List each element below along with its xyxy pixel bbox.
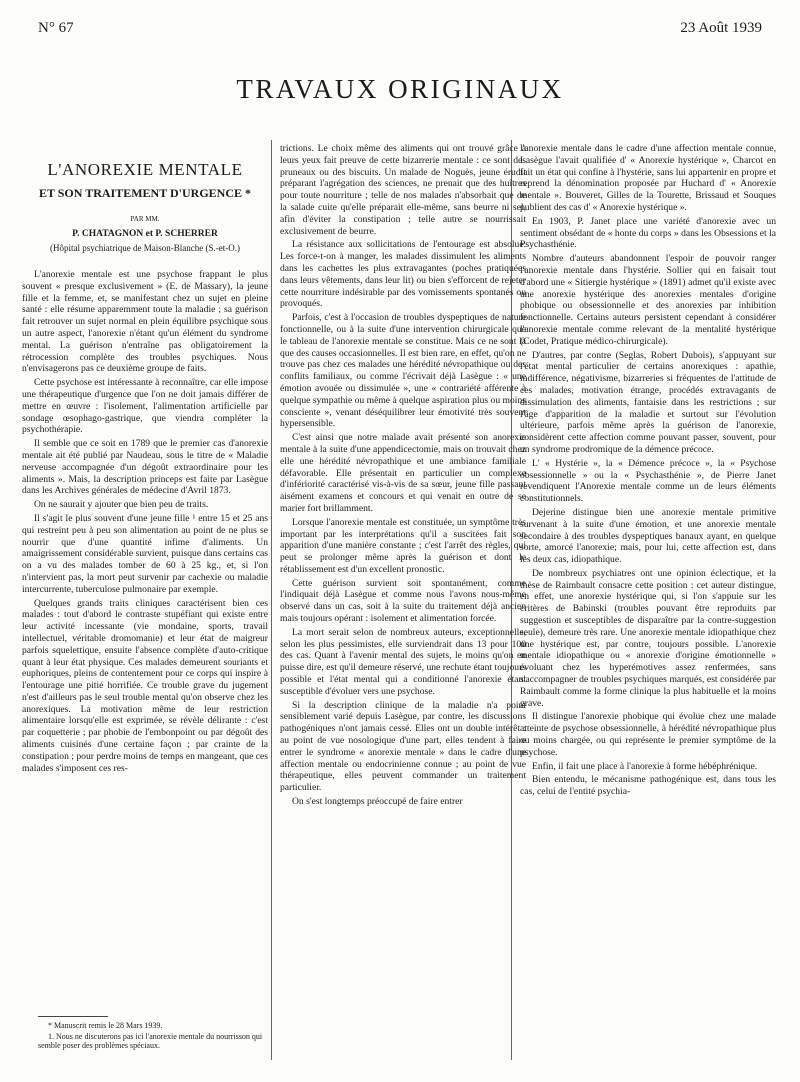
paragraph: D'autres, par contre (Seglas, Robert Dubois), s'appuyant sur l'état mental particulier de certains anorexiques : apathie, indifférence, négativisme, bizarreries si fréquentes de l'attitude de ces malades, motivation étrange, procédés extravagants de dissimulation des aliments, fantaisie dans les restrictions ; sur l'âge d'apparition de la maladie et surtout sur l'évolution ultérieure, parfois même après la guérison de l'anorexie, considèrent cette affection comme pouvant passer, souvent, pour un syndrome prodromique de la démence précoce.: [520, 349, 776, 455]
footnotes: [38, 1016, 270, 1052]
paragraph: l'anorexie mentale dans le cadre d'une affection mentale connue, Lasègue l'avait qualifiée d' « Anorexie hystérique », Charcot en fait un état qui confine à l'hystérie, sans lui appartenir en propre et reprend la dénomination proposée par Huchard d' « Anorexie mentale ». Bouveret, Gilles de la Tourette, Brissaud et Souques publient des cas d' « Anorexie hystérique ».: [520, 143, 776, 213]
paragraph: On s'est longtemps préoccupé de faire entrer: [292, 796, 463, 808]
article-affiliation: (Hôpital psychiatrique de Maison-Blanche (S.-et-O.): [50, 243, 240, 253]
paragraph: Il distingue l'anorexie phobique qui évolue chez une malade atteinte de psychose obsessionnelle, à hérédité névropathique plus ou moins chargée, ou qui représente le premier symptôme de la psychose.: [520, 711, 776, 758]
paragraph: Il semble que ce soit en 1789 que le premier cas d'anorexie mentale ait été publié par Naudeau, sous le titre de « Maladie nerveuse accompagnée d'un dégoût extraordinaire pour les aliments ». Mais, la description princeps est faite par Lasègue dans les Archives générales de médecine d'Avril 1873.: [22, 438, 268, 497]
paragraph: Si la description clinique de la maladie n'a point sensiblement varié depuis Lasègue, par contre, les discussions pathogéniques n'ont jamais cessé. Elles ont un double intérêt : au point de vue nosologique d'une part, elles tendent à faire entrer le syndrome « anorexie mentale » dans le cadre d'une affection mentale ou endocrinienne connue ; au point de vue thérapeutique, elles peuvent commander un traitement particulier.: [280, 699, 526, 794]
paragraph: La résistance aux sollicitations de l'entourage est absolue. Les force-t-on à manger, les malades dissimulent les aliments dans les cachettes les plus extravagantes (poches pratiquées dans leurs vêtements, dans leur lit) ou bien s'efforcent de rejeter cette nourriture indésirable par des vomissements spontanés ou provoqués.: [280, 239, 526, 310]
paragraph: Quelques grands traits cliniques caractérisent bien ces malades : tout d'abord le contraste stupéfiant qui existe entre leur activité incessante (vie mondaine, sports, travail intellectuel, véritable dromomanie) et leur état de maigreur parfois squelettique, ensuite l'absence complète d'auto-critique quant à leur état physique. Ces malades demeurent souriants et euphoriques, pleins de contentement pour ce corps qui inspire à l'entourage une pitié horrifiée. Ce trouble grave du jugement n'est d'ailleurs pas le seul trouble mental qu'on observe chez les anorexiques. La motivation même de leur restriction alimentaire lorsqu'elle est exprimée, se révèle délirante : c'est par coquetterie ; par phobie de l'embonpoint ou par dégoût des aliments cuisinés d'une certaine façon ; par crainte de la constipation ; pour perdre moins de temps en mangeant, que ces malades s'imposent ces res-: [22, 597, 268, 774]
footnote-rule: [38, 1016, 108, 1017]
paragraph: La mort serait selon de nombreux auteurs, exceptionnelle, selon les plus pessimistes, elle surviendrait dans 13 pour 100 des cas. Quant à l'avenir mental des sujets, le moins qu'on en puisse dire, est qu'il demeure réservé, une rechute étant toujours possible et l'état mental qui a conditionné l'anorexie étant susceptible d'évoluer vers une psychose.: [280, 626, 526, 697]
paragraph: Parfois, c'est à l'occasion de troubles dyspeptiques de nature fonctionnelle, ou à la suite d'une intervention chirurgicale que le tableau de l'anorexie mentale se constitue. Mais ce ne sont là que des causes occasionnelles. Il est bien rare, en effet, qu'on ne trouve pas chez ces malades une hérédité névropathique ou des conflits familiaux, ou comme l'écrivait déjà Lasègue : « une émotion avouée ou dissimulée », une « contrariété afférente à quelque sympathie ou même à quelque aspiration plus ou moins consciente », venant déséquilibrer leur émotivité très souvent hypersensible.: [280, 312, 526, 430]
byline-prefix: PAR MM.: [130, 215, 160, 223]
paragraph: Cette guérison survient soit spontanément, comme l'indiquait déjà Lasègue et comme nous l'avons nous-même observé dans un cas, soit à la suite du traitement déjà ancien mais toujours opérant : isolement et alimentation forcée.: [280, 577, 526, 625]
column-2: [280, 143, 526, 810]
paragraph: L'anorexie mentale est une psychose frappant le plus souvent « presque exclusivement » (E. de Massary), la jeune fille et la femme, et, se manifestant chez un sujet en pleine santé : elle résume apparemment toute la maladie ; sa guérison fait retrouver un sujet normal en plein équilibre psychique sous un autre aspect, l'anorexie n'étant qu'un élément du syndrome mental. La guérison n'entraîne pas obligatoirement la rétrocession complète des troubles psychiques. Nous n'envisagerons pas ce deuxième groupe de faits.: [22, 269, 268, 375]
paragraph: Enfin, il fait une place à l'anorexie à forme hébéphrénique.: [532, 760, 758, 772]
issue-number: N° 67: [38, 20, 74, 36]
paragraph: Lorsque l'anorexie mentale est constituée, un symptôme très important par les interprétations qu'il a suscitées fait son apparition d'une manière constante ; c'est l'arrêt des règles, qui peut se prolonger même après la guérison et dont le rétablissement est d'un excellent pronostic.: [280, 516, 526, 575]
paragraph: trictions. Le choix même des aliments qui ont trouvé grâce à leurs yeux fait preuve de cette bizarrerie mentale : ce sont des pruneaux ou des biscuits. Un malade de Noguès, jeune érudit préparant l'agrégation des sciences, ne prenait que des huîtres pour toute nourriture ; telle de nos malades n'absorbait que de la salade cuite qu'elle préparait elle-même, sans beurre ni sel, afin d'éviter la constipation ; telle autre se nourrissait exclusivement de beurre.: [280, 143, 526, 237]
paragraph: On ne saurait y ajouter que bien peu de traits.: [34, 499, 209, 511]
paragraph: Dejerine distingue bien une anorexie mentale primitive survenant à la suite d'une émotion, et une anorexie mentale secondaire à des troubles dyspeptiques banaux ayant, en quelque sorte, amorcé l'anorexie; mais, pour lui, cette affection est, dans les deux cas, idiopathique.: [520, 506, 776, 566]
footnote: 1. Nous ne discuterons pas ici l'anorexie mentale du nourrisson qui semble poser des problèmes spéciaux.: [38, 1031, 263, 1050]
column-rule: [271, 140, 272, 1060]
paragraph: Nombre d'auteurs abandonnent l'espoir de pouvoir ranger l'anorexie mentale dans l'hystérie. Sollier qui en faisait tout d'abord une « Sitiergie hystérique » (1891) admet qu'il existe avec une anorexie hystérique des anorexies mentales d'origine phobique ou obsessionnelle et des anorexies par inhibition fonctionnelle. Certains auteurs persistent cependant à considérer l'anorexie mentale comme relevant de la mentalité hystérique (Codet, Pratique médico-chirurgicale).: [520, 253, 776, 347]
paragraph: Il s'agit le plus souvent d'une jeune fille ¹ entre 15 et 25 ans qui restreint peu à peu son alimentation au point de ne plus se nourrir que d'une quantité infime d'aliments. Un amaigrissement considérable survient, puisque dans certains cas on a vu des malades tomber de 60 à 25 kg., et, si l'on n'intervient pas, la mort peut survenir par cachexie ou maladie intercurrente, tuberculose pulmonaire par exemple.: [22, 512, 268, 595]
article-subtitle: ET SON TRAITEMENT D'URGENCE *: [38, 186, 252, 200]
column-1: [22, 150, 268, 776]
column-3: [520, 143, 776, 800]
paragraph: Cette psychose est intéressante à reconnaître, car elle impose une thérapeutique d'urgence que l'on ne doit jamais différer de mettre en œuvre : l'isolement, l'alimentation artificielle par sondage œsophago-gastrique, que viendra compléter la psychothérapie.: [22, 377, 268, 436]
running-header: [0, 20, 800, 40]
paragraph: De nombreux psychiatres ont une opinion éclectique, et la thèse de Raimbault consacre cette position : cet auteur distingue, en effet, une anorexie hystérique qui, si l'on s'appuie sur les critères de Babinski (troubles pouvant être reproduits par suggestion et susceptibles de disparaître par la contre-suggestion seule), demeure très rare. Une anorexie mentale idiopathique chez une hystérique est, par contre, toujours possible. L'anorexie mentale idiopathique ou « anorexie d'origine émotionnelle » évoluant chez les hyperémotives assez renfermées, sans s'accompagner de troubles psychiques marqués, est considérée par Raimbault comme la forme clinique la plus habituelle et la moins grave.: [520, 567, 776, 709]
article-authors: P. CHATAGNON et P. SCHERRER: [72, 229, 218, 239]
paragraph: En 1903, P. Janet place une variété d'anorexie avec un sentiment obsédant de « honte du corps » dans les Obsessions et la Psychasthénie.: [520, 215, 776, 251]
paragraph: Bien entendu, le mécanisme pathogénique est, dans tous les cas, celui de l'entité psychia-: [520, 774, 776, 798]
paragraph: L' « Hystérie », la « Démence précoce », la « Psychose obsessionnelle » ou la « Psychasthénie », de Pierre Janet revendiquent l'Anorexie mentale comme un de leurs éléments constitutionnels.: [520, 457, 776, 505]
issue-date: 23 Août 1939: [680, 20, 762, 36]
article-title: L'ANOREXIE MENTALE: [47, 160, 243, 179]
section-title: TRAVAUX ORIGINAUX: [236, 74, 564, 104]
paragraph: C'est ainsi que notre malade avait présenté son anorexie mentale à la suite d'une appendicectomie, mais on trouvait chez elle une hérédité névropathique et une ambiance familiale défavorable. Elle présentait en particulier un complexe d'infériorité caractérisé vis-à-vis de sa sœur, jeune fille passant aisément examens et concours et qui venait en outre de se marier fort brillamment.: [280, 432, 526, 514]
footnote: * Manuscrit remis le 28 Mars 1939.: [48, 1021, 163, 1030]
